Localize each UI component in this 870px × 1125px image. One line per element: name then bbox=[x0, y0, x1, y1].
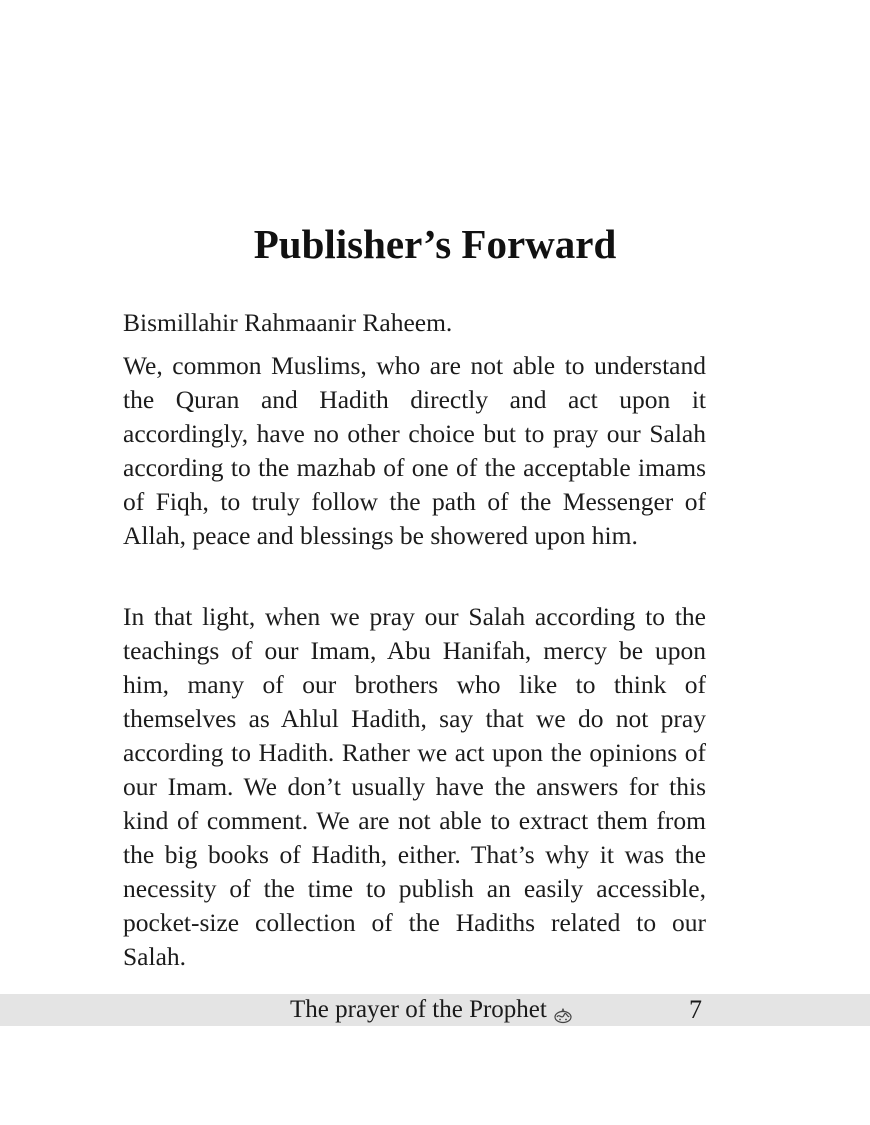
book-title: The prayer of the Prophet bbox=[290, 996, 547, 1023]
paragraph-1: We, common Muslims, who are not able to understand the Quran and Hadith directly and act upon it accordingly, have no other choice but to pray our Salah according to the mazhab of one of the acceptable imams of Fiqh, to truly follow the path of the Messenger of Allah, peace and blessings be showered upon him. bbox=[123, 351, 706, 550]
footer-bar bbox=[0, 994, 870, 1026]
running-footer bbox=[290, 994, 573, 1026]
arabic-salutation-icon bbox=[553, 1001, 573, 1017]
opening-line: Bismillahir Rahmaanir Raheem. bbox=[123, 308, 453, 337]
paragraph-2: In that light, when we pray our Salah according to the teachings of our Imam, Abu Hanifah, mercy be upon him, many of our brothers who like to think of themselves as Ahlul Hadith, say that we do not pray according to Hadith. Rather we act upon the opinions of our Imam. We don’t usually have the answers for this kind of comment. We are not able to extract them from the big books of Hadith, either. That’s why it was the necessity of the time to publish an easily accessible, pocket-size collection of the Hadiths related to our Salah. bbox=[123, 602, 706, 971]
page-number: 7 bbox=[689, 995, 702, 1024]
page-title: Publisher’s Forward bbox=[253, 221, 617, 267]
